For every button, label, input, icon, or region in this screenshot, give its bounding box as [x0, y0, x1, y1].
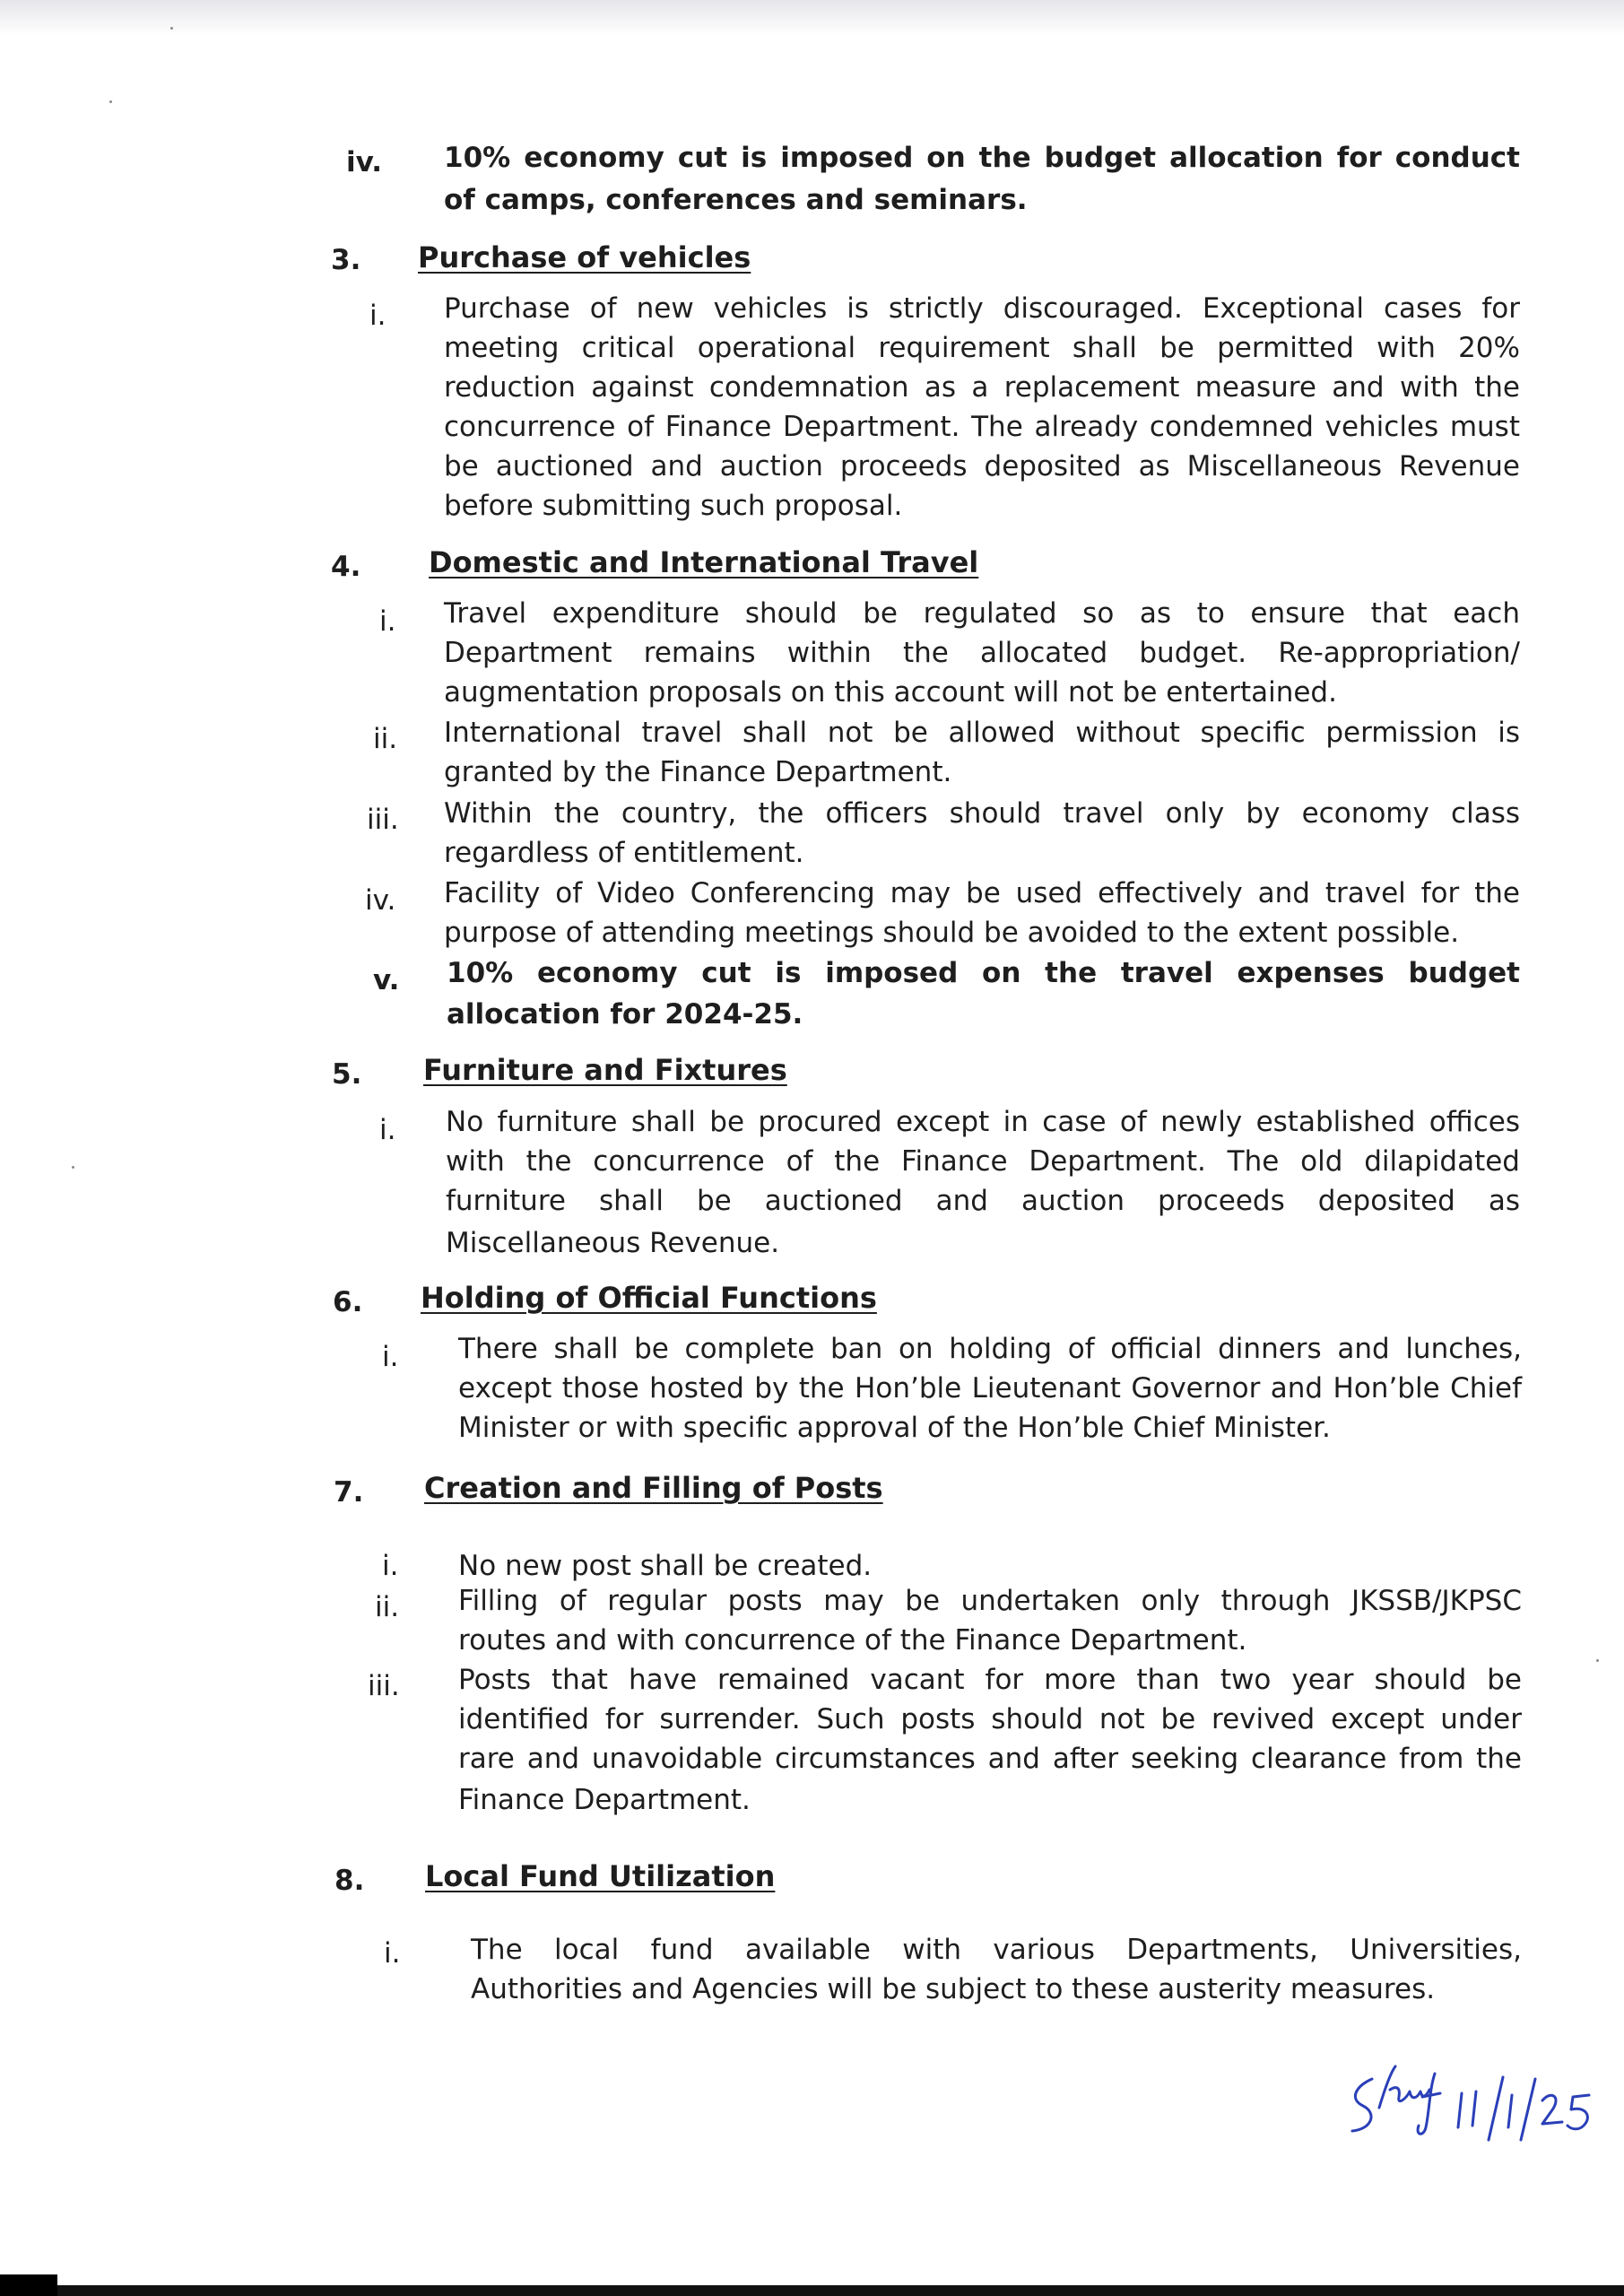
item-text-line: Miscellaneous Revenue.	[446, 1227, 780, 1259]
section-number: 3.	[331, 244, 361, 276]
item-text-line: Purchase of new vehicles is strictly discouraged. Exceptional cases for	[444, 292, 1520, 325]
item-text-line: Minister or with specific approval of the Hon’ble Chief Minister.	[458, 1412, 1331, 1444]
item-marker: iii.	[367, 804, 399, 836]
item-text-line: before submitting such proposal.	[444, 490, 903, 522]
item-text-line: furniture shall be auctioned and auction proceeds deposited as	[446, 1185, 1520, 1217]
item-text-line: The local fund available with various Departments, Universities,	[471, 1934, 1522, 1966]
item-marker: i.	[379, 1114, 396, 1146]
scan-speck	[72, 1166, 74, 1169]
section-heading: Holding of Official Functions	[421, 1281, 877, 1315]
scan-speck	[1596, 1659, 1599, 1662]
item-text-line: routes and with concurrence of the Finance Department.	[458, 1624, 1247, 1657]
item-marker: iv.	[365, 884, 396, 917]
item-text-line: Filling of regular posts may be undertaken only through JKSSB/JKPSC	[458, 1585, 1522, 1617]
item-marker: i.	[382, 1341, 399, 1373]
item-text-line: be auctioned and auction proceeds deposited as Miscellaneous Revenue	[444, 450, 1520, 483]
item-text-line: granted by the Finance Department.	[444, 756, 952, 788]
item-text-line: of camps, conferences and seminars.	[444, 184, 1028, 216]
section-heading: Creation and Filling of Posts	[424, 1471, 883, 1505]
item-marker: iii.	[368, 1670, 400, 1702]
item-text-line: identified for surrender. Such posts should not be revived except under	[458, 1703, 1522, 1735]
item-text-line: 10% economy cut is imposed on the budget allocation for conduct	[444, 142, 1520, 174]
item-text-line: Department remains within the allocated budget. Re-appropriation/	[444, 637, 1520, 669]
item-text-line: No new post shall be created.	[458, 1550, 873, 1582]
scan-speck	[109, 100, 112, 103]
item-text-line: reduction against condemnation as a replacement measure and with the	[444, 371, 1520, 404]
section-number: 5.	[332, 1058, 362, 1091]
section-heading: Local Fund Utilization	[425, 1859, 776, 1893]
item-marker: iv.	[346, 146, 383, 178]
scan-bottom-edge	[0, 2285, 1624, 2296]
section-number: 7.	[334, 1476, 364, 1509]
section-number: 6.	[333, 1286, 363, 1318]
section-heading: Purchase of vehicles	[418, 240, 751, 274]
item-marker: i.	[384, 1937, 401, 1970]
item-marker: ii.	[375, 1591, 400, 1623]
item-text-line: regardless of entitlement.	[444, 837, 804, 869]
scan-top-shadow	[0, 0, 1624, 36]
item-text-line: Facility of Video Conferencing may be used effectively and travel for the	[444, 877, 1520, 909]
item-marker: i.	[382, 1550, 399, 1582]
item-marker: ii.	[373, 723, 398, 755]
section-heading: Domestic and International Travel	[429, 545, 979, 579]
item-text-line: Finance Department.	[458, 1784, 751, 1816]
item-text-line: with the concurrence of the Finance Department. The old dilapidated	[446, 1145, 1520, 1178]
item-text-line: allocation for 2024-25.	[447, 998, 803, 1031]
item-text-line: Travel expenditure should be regulated so as to ensure that each	[444, 597, 1520, 630]
item-text-line: except those hosted by the Hon’ble Lieutenant Governor and Hon’ble Chief	[458, 1372, 1522, 1405]
item-text-line: augmentation proposals on this account will not be entertained.	[444, 676, 1337, 709]
section-number: 4.	[331, 551, 361, 583]
item-marker: i.	[379, 605, 396, 638]
scan-bottom-corner	[0, 2274, 57, 2296]
item-text-line: Authorities and Agencies will be subject to these austerity measures.	[471, 1973, 1436, 2005]
item-marker: i.	[369, 300, 386, 332]
item-text-line: concurrence of Finance Department. The already condemned vehicles must	[444, 411, 1520, 443]
section-number: 8.	[334, 1865, 365, 1897]
item-text-line: International travel shall not be allowed without specific permission is	[444, 717, 1520, 749]
item-text-line: Within the country, the officers should travel only by economy class	[444, 797, 1520, 830]
handwritten-signature	[1336, 2054, 1605, 2152]
item-text-line: There shall be complete ban on holding of official dinners and lunches,	[458, 1333, 1522, 1365]
item-text-line: No furniture shall be procured except in case of newly established offices	[446, 1106, 1520, 1138]
item-text-line: meeting critical operational requirement shall be permitted with 20%	[444, 332, 1520, 364]
item-text-line: purpose of attending meetings should be avoided to the extent possible.	[444, 917, 1460, 949]
item-marker: v.	[373, 964, 400, 996]
item-text-line: Posts that have remained vacant for more than two year should be	[458, 1664, 1522, 1696]
scan-speck	[170, 27, 173, 30]
item-text-line: rare and unavoidable circumstances and after seeking clearance from the	[458, 1743, 1522, 1775]
section-heading: Furniture and Fixtures	[423, 1053, 787, 1087]
item-text-line: 10% economy cut is imposed on the travel expenses budget	[447, 957, 1520, 989]
